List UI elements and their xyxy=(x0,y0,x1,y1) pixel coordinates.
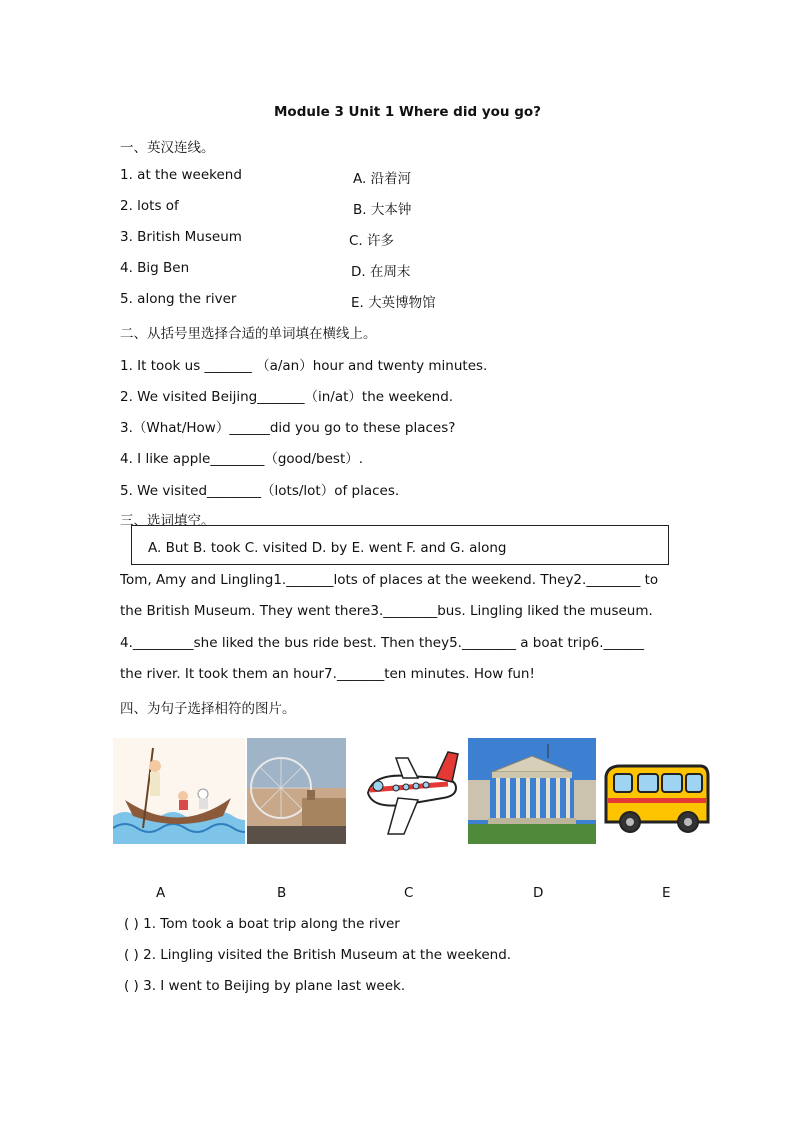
fill-item: 2. We visited Beijing_______（in/at）the weekend. xyxy=(120,389,454,405)
word-bank-box xyxy=(131,525,669,565)
picture-question: ( ) 2. Lingling visited the British Museum at the weekend. xyxy=(124,947,512,963)
passage-line: the river. It took them an hour7._______ten minutes. How fun! xyxy=(120,666,535,682)
image-label-a: A xyxy=(156,885,166,901)
fill-item: 3.（What/How）______did you go to these places? xyxy=(120,420,456,436)
passage-line: 4._________she liked the bus ride best. Then they5.________ a boat trip6.______ xyxy=(120,635,645,651)
passage-line: Tom, Amy and Lingling1._______lots of places at the weekend. They2.________ to xyxy=(120,572,659,588)
section2-heading: 二、从括号里选择合适的单词填在横线上。 xyxy=(120,326,377,342)
word-bank-options: A. But B. took C. visited D. by E. went F. and G. along xyxy=(148,540,507,556)
image-label-d: D xyxy=(533,885,544,901)
boat-trip-icon xyxy=(113,738,245,844)
match-right-item: E. 大英博物馆 xyxy=(351,295,436,311)
bus-icon xyxy=(598,738,718,844)
match-left-item: 2. lots of xyxy=(120,198,179,214)
section3-heading: 三、选词填空。 xyxy=(120,513,215,529)
match-right-item: C. 许多 xyxy=(349,233,395,249)
match-left-item: 3. British Museum xyxy=(120,229,242,245)
match-left-item: 4. Big Ben xyxy=(120,260,190,276)
british-museum-icon xyxy=(468,738,596,844)
plane-icon xyxy=(348,738,463,844)
match-left-item: 5. along the river xyxy=(120,291,237,307)
match-right-item: D. 在周末 xyxy=(351,264,411,280)
passage-line: the British Museum. They went there3.________bus. Lingling liked the museum. xyxy=(120,603,653,619)
fill-item: 1. It took us _______ （a/an）hour and twenty minutes. xyxy=(120,358,488,374)
picture-question: ( ) 3. I went to Beijing by plane last week. xyxy=(124,978,406,994)
section1-heading: 一、英汉连线。 xyxy=(120,140,215,156)
fill-item: 4. I like apple________（good/best）. xyxy=(120,451,364,467)
match-left-item: 1. at the weekend xyxy=(120,167,242,183)
london-eye-icon xyxy=(247,738,346,844)
image-label-c: C xyxy=(404,885,414,901)
page-title: Module 3 Unit 1 Where did you go? xyxy=(274,104,541,120)
image-label-b: B xyxy=(277,885,287,901)
image-label-e: E xyxy=(662,885,671,901)
match-right-item: A. 沿着河 xyxy=(353,171,412,187)
picture-question: ( ) 1. Tom took a boat trip along the river xyxy=(124,916,400,932)
fill-item: 5. We visited________（lots/lot）of places. xyxy=(120,483,400,499)
section4-heading: 四、为句子选择相符的图片。 xyxy=(120,701,296,717)
match-right-item: B. 大本钟 xyxy=(353,202,412,218)
